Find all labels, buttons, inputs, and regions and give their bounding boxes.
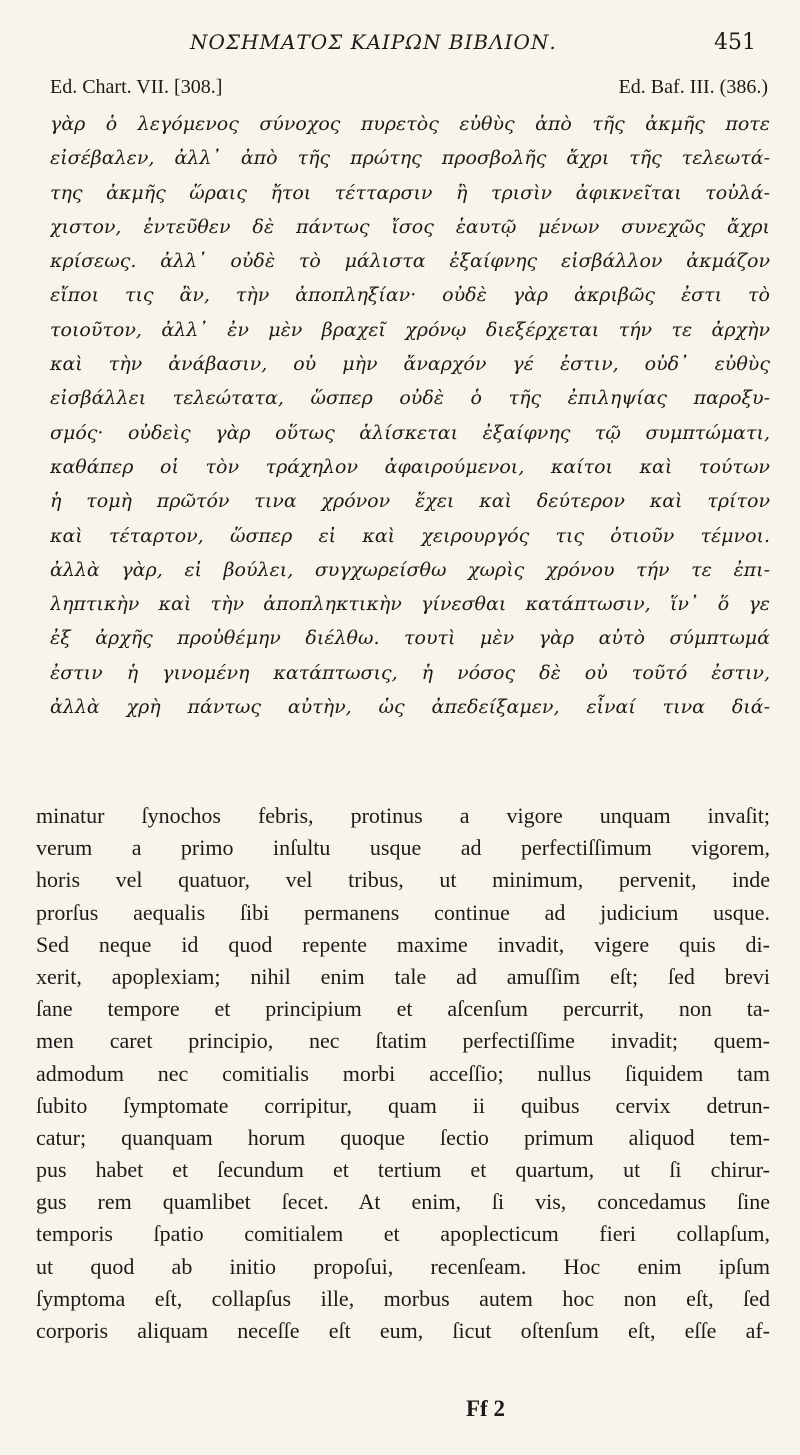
latin-line: verum a primo inſultu usque ad perfectiſſimum vigorem, [36,835,770,861]
latin-line: catur; quanquam horum quoque ſectio primum aliquod tem- [36,1124,770,1150]
edition-reference-line [50,76,768,104]
greek-line: εἰσέβαλεν, ἀλλ᾽ ἀπὸ τῆς πρώτης προσβολῆς ἄχρι τῆς τελεωτά- [50,147,770,170]
greek-line: καθάπερ οἱ τὸν τράχηλον ἀφαιρούμενοι, καίτοι καὶ τούτων [50,455,770,478]
greek-line: καὶ τέταρτον, ὥσπερ εἰ καὶ χειρουργός τις ὁτιοῦν τέμνοι. [50,524,770,547]
latin-line: men caret principio, nec ſtatim perfectiſſime invadit; quem- [36,1028,770,1054]
latin-line: minatur ſynochos febris, protinus a vigore unquam invaſit; [36,803,770,828]
greek-line: τοιοῦτον, ἀλλ᾽ ἐν μὲν βραχεῖ χρόνῳ διεξέρχεται τήν τε ἀρχὴν [50,318,770,341]
latin-line: pus habet et ſecundum et tertium et quartum, ut ſi chirur- [36,1157,770,1183]
greek-line: ἀλλὰ γὰρ, εἰ βούλει, συγχωρείσθω χωρὶς χρόνου τήν τε ἐπι- [50,558,770,581]
greek-line: ἐστιν ἡ γινομένη κατάπτωσις, ἡ νόσος δὲ οὐ τοῦτό ἐστιν, [50,661,770,684]
latin-line: horis vel quatuor, vel tribus, ut minimum, pervenit, inde [36,867,770,893]
latin-text-block [36,800,770,1347]
running-title: ΝΟΣΗΜΑΤΟΣ ΚΑΙΡΩΝ ΒΙΒΛΙΟΝ. [190,30,557,54]
running-head [0,30,800,60]
latin-line: ut quod ab initio propoſui, recenſeam. Hoc enim ipſum [36,1253,770,1279]
greek-line: σμός· οὐδεὶς γὰρ οὕτως ἁλίσκεται ἐξαίφνης τῷ συμπτώματι, [50,421,770,444]
latin-line: gus rem quamlibet ſecet. At enim, ſi vis, concedamus ſine [36,1189,770,1215]
printer-signature-mark: Ff 2 [466,1396,505,1421]
edition-basel-reference: Ed. Baf. III. (386.) [618,76,768,98]
greek-line: χιστον, ἐντεῦθεν δὲ πάντως ἴσος ἑαυτῷ μένων συνεχῶς ἄχρι [50,215,770,238]
latin-line: ſubito ſymptomate corripitur, quam ii quibus cervix detrun- [36,1092,770,1118]
greek-line: εἰσβάλλει τελεώτατα, ὥσπερ οὐδὲ ὁ τῆς ἐπιληψίας παροξυ- [50,387,770,410]
latin-line: ſymptoma eſt, collapſus ille, morbus autem hoc non eſt, ſed [36,1285,770,1311]
latin-line: admodum nec comitialis morbi acceſſio; nullus ſiquidem tam [36,1060,770,1086]
greek-line: καὶ τὴν ἀνάβασιν, οὐ μὴν ἄναρχόν γέ ἐστιν, οὐδ᾽ εὐθὺς [50,353,770,376]
latin-line: corporis aliquam neceſſe eſt eum, ſicut oſtenſum eſt, eſſe af- [36,1318,770,1343]
latin-line: xerit, apoplexiam; nihil enim tale ad amuſſim eſt; ſed brevi [36,963,770,989]
latin-line: temporis ſpatio comitialem et apoplecticum fieri collapſum, [36,1221,770,1247]
greek-line: ἀλλὰ χρὴ πάντως αὐτὴν, ὡς ἀπεδείξαμεν, εἶναί τινα διά- [50,696,770,719]
page-number: 451 [714,30,756,55]
greek-line: εἴποι τις ἂν, τὴν ἀποπληξίαν· οὐδὲ γὰρ ἀκριβῶς ἐστι τὸ [50,284,770,307]
latin-line: ſane tempore et principium et aſcenſum percurrit, non ta- [36,996,770,1022]
greek-line: της ἀκμῆς ὥραις ἤτοι τέτταρσιν ἢ τρισὶν ἀφικνεῖται τοὐλά- [50,181,770,204]
greek-line: ληπτικὴν καὶ τὴν ἀποπληκτικὴν γίνεσθαι κατάπτωσιν, ἵν᾽ ὅ γε [50,593,770,616]
latin-line: prorſus aequalis ſibi permanens continue ad judicium usque. [36,899,770,925]
edition-chartier-reference: Ed. Chart. VII. [308.] [50,76,223,98]
greek-text-block [50,107,770,724]
latin-line: Sed neque id quod repente maxime invadit, vigere quis di- [36,931,770,957]
greek-line: κρίσεως. ἀλλ᾽ οὐδὲ τὸ μάλιστα ἐξαίφνης εἰσβάλλον ἀκμάζον [50,250,770,273]
greek-line: ἡ τομὴ πρῶτόν τινα χρόνον ἔχει καὶ δεύτερον καὶ τρίτον [50,490,770,513]
greek-line: ἐξ ἀρχῆς προὐθέμην διέλθω. τουτὶ μὲν γὰρ αὐτὸ σύμπτωμά [50,627,770,650]
greek-line: γὰρ ὁ λεγόμενος σύνοχος πυρετὸς εὐθὺς ἀπὸ τῆς ἀκμῆς ποτε [50,113,770,135]
